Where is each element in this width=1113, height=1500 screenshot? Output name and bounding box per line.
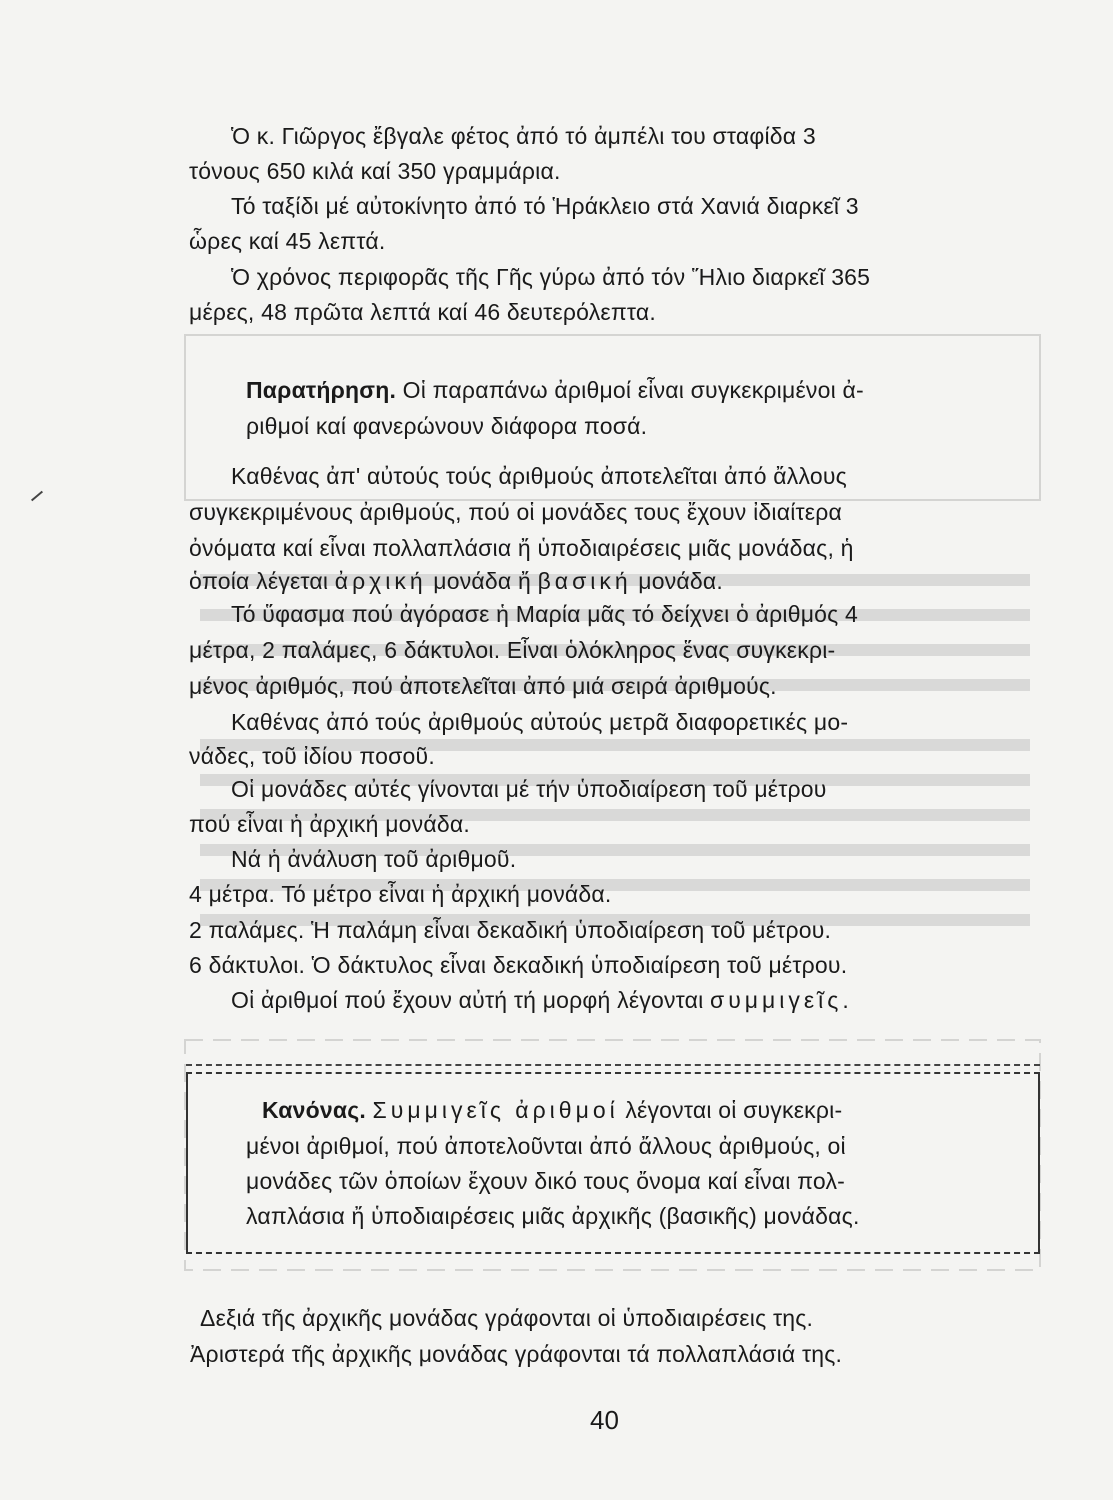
term-symmigeis: συμμιγεῖς xyxy=(710,987,843,1013)
body-1-line-2: συγκεκριμένους ἀριθμούς, πού οἱ μονάδες τους ἔχουν ἰδιαίτερα xyxy=(189,499,843,525)
text-span: μονάδα. xyxy=(631,568,724,594)
dashed-separator xyxy=(186,1064,1040,1066)
body-conclusion xyxy=(231,984,849,1016)
closing-line-2: Ἀριστερά τῆς ἀρχικῆς μονάδας γράφονται τά πολλαπλάσιά της. xyxy=(190,1341,843,1367)
rule-line-3: μονάδες τῶν ὁποίων ἔχουν δικό τους ὄνομα καί εἶναι πολ- xyxy=(246,1168,846,1194)
body-2-line-2: μέτρα, 2 παλάμες, 6 δάκτυλοι. Εἶναι ὁλόκληρος ἕνας συγκεκρι- xyxy=(189,637,836,663)
text-span: . xyxy=(842,987,849,1013)
note-label: Παρατήρηση. xyxy=(246,377,397,403)
closing-line-1: Δεξιά τῆς ἀρχικῆς μονάδας γράφονται οἱ ὑποδιαιρέσεις της. xyxy=(200,1305,814,1331)
body-1-line-4 xyxy=(189,565,723,597)
body-1-line-1: Καθένας ἀπ' αὐτούς τούς ἀριθμούς ἀποτελεῖται ἀπό ἄλλους xyxy=(231,463,847,489)
note-text: Οἱ παραπάνω ἀριθμοί εἶναι συγκεκριμένοι ἀ- xyxy=(396,377,864,403)
body-3-line-2: νάδες, τοῦ ἰδίου ποσοῦ. xyxy=(189,743,435,769)
analysis-meters: 4 μέτρα. Τό μέτρο εἶναι ἡ ἀρχική μονάδα. xyxy=(189,881,612,907)
paragraph-2-line-1: Τό ταξίδι μέ αὐτοκίνητο ἀπό τό Ἡράκλειο στά Χανιά διαρκεῖ 3 xyxy=(231,193,859,219)
term-vasiki: βασική xyxy=(537,568,632,594)
text-span: ὁποία λέγεται xyxy=(189,568,335,594)
paragraph-1-line-2: τόνους 650 κιλά καί 350 γραμμάρια. xyxy=(189,158,561,184)
rule-line-4: λαπλάσια ἤ ὑποδιαιρέσεις μιᾶς ἀρχικῆς (βασικῆς) μονάδας. xyxy=(246,1203,860,1229)
analysis-fingers: 6 δάκτυλοι. Ὁ δάκτυλος εἶναι δεκαδική ὑποδιαίρεση τοῦ μέτρου. xyxy=(189,952,848,978)
paragraph-2-line-2: ὧρες καί 45 λεπτά. xyxy=(189,228,386,254)
body-2-line-3: μένος ἀριθμός, πού ἀποτελεῖται ἀπό μιά σειρά ἀριθμούς. xyxy=(189,673,777,699)
note-line-2: ριθμοί καί φανερώνουν διάφορα ποσά. xyxy=(246,413,648,439)
paragraph-1-line-1: Ὁ κ. Γιῶργος ἔβγαλε φέτος ἀπό τό ἀμπέλι του σταφίδα 3 xyxy=(231,123,816,149)
body-4-line-2: πού εἶναι ἡ ἀρχική μονάδα. xyxy=(189,811,470,837)
rule-term: Συμμιγεῖς ἀριθμοί xyxy=(372,1097,619,1123)
term-arxiki: ἀρχική xyxy=(334,568,427,594)
body-2-line-1: Τό ὕφασμα πού ἀγόρασε ἡ Μαρία μᾶς τό δείχνει ὁ ἀριθμός 4 xyxy=(231,601,859,627)
stray-pen-mark xyxy=(31,491,43,502)
rule-label: Κανόνας. xyxy=(262,1097,366,1123)
text-span: μονάδα ἤ xyxy=(426,568,538,594)
rule-line-1 xyxy=(262,1094,842,1126)
paragraph-3-line-2: μέρες, 48 πρῶτα λεπτά καί 46 δευτερόλεπτα. xyxy=(189,299,656,325)
paragraph-3-line-1: Ὁ χρόνος περιφορᾶς τῆς Γῆς γύρω ἀπό τόν Ἥλιο διαρκεῖ 365 xyxy=(231,264,871,290)
text-span: Οἱ ἀριθμοί πού ἔχουν αὐτή τή μορφή λέγονται xyxy=(231,987,711,1013)
analysis-heading: Νά ἡ ἀνάλυση τοῦ ἀριθμοῦ. xyxy=(231,846,517,872)
text-span: λέγονται οἱ συγκεκρι- xyxy=(618,1097,843,1123)
body-4-line-1: Οἱ μονάδες αὐτές γίνονται μέ τήν ὑποδιαίρεση τοῦ μέτρου xyxy=(231,776,827,802)
text-span xyxy=(366,1097,373,1123)
body-1-line-3: ὀνόματα καί εἶναι πολλαπλάσια ἤ ὑποδιαιρέσεις μιᾶς μονάδας, ἡ xyxy=(189,535,854,561)
page-number: 40 xyxy=(590,1405,619,1435)
rule-line-2: μένοι ἀριθμοί, πού ἀποτελοῦνται ἀπό ἄλλους ἀριθμούς, οἱ xyxy=(246,1133,846,1159)
note-line-1 xyxy=(246,374,864,406)
analysis-palms: 2 παλάμες. Ἡ παλάμη εἶναι δεκαδική ὑποδιαίρεση τοῦ μέτρου. xyxy=(189,917,832,943)
body-3-line-1: Καθένας ἀπό τούς ἀριθμούς αὐτούς μετρᾶ διαφορετικές μο- xyxy=(231,709,849,735)
